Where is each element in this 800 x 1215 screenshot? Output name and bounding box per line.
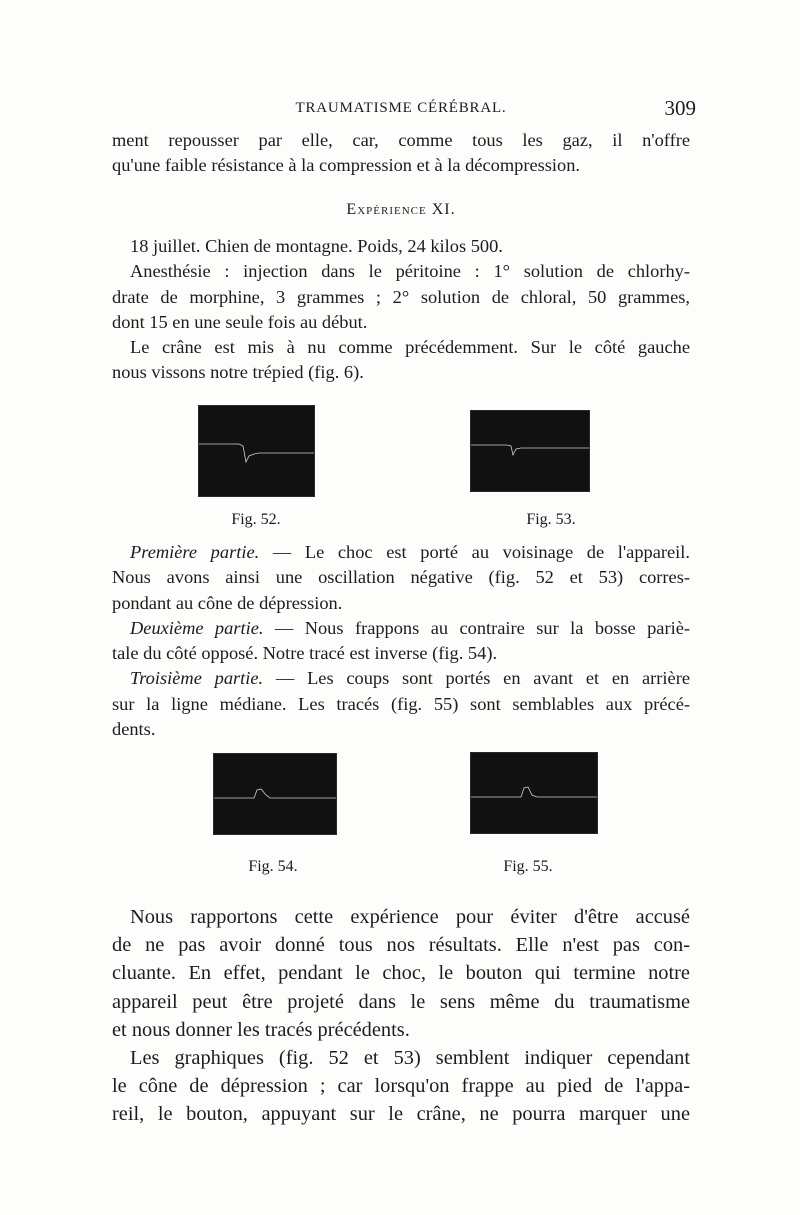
closing-paragraph — [112, 903, 690, 1129]
running-head — [112, 96, 696, 122]
trace-54 — [214, 754, 336, 834]
figure-52-caption: Fig. 52. — [231, 511, 281, 528]
text-line: dents. — [112, 719, 156, 740]
part-one-label: Première partie. — [130, 542, 260, 562]
section-heading: Expérience XI. — [346, 201, 456, 218]
text-line: cluante. En effet, pendant le choc, le bouton qui termine notre — [112, 962, 690, 985]
figure-53-trace — [470, 410, 590, 492]
part-two-label: Deuxième partie. — [130, 617, 264, 638]
text-line: Deuxième partie. — Nous frappons au contraire sur la bosse pariè- — [130, 617, 690, 638]
paragraph-continuation — [112, 128, 690, 179]
figure-55-trace — [470, 752, 598, 834]
figure-54-caption: Fig. 54. — [248, 858, 298, 875]
figure-52-trace — [198, 405, 315, 497]
figure-55-caption: Fig. 55. — [503, 858, 553, 875]
text-line: Troisième partie. — Les coups sont portés en avant et en arrière — [130, 668, 690, 689]
text-line: reil, le bouton, appuyant sur le crâne, ne pourra marquer une — [112, 1103, 690, 1126]
figure-54-trace — [213, 753, 337, 835]
text-line: Le crâne est mis à nu comme précédemment. Sur le côté gauche — [130, 337, 690, 358]
text-line: sur la ligne médiane. Les tracés (fig. 55) sont semblables aux précé- — [112, 693, 690, 714]
text-line: qu'une faible résistance à la compression et à la décompression. — [112, 155, 581, 176]
trace-55 — [471, 753, 597, 833]
text-line: nous vissons notre trépied (fig. 6). — [112, 362, 364, 383]
text-line: 18 juillet. Chien de montagne. Poids, 24 kilos 500. — [130, 236, 503, 256]
text-line: et nous donner les tracés précédents. — [112, 1018, 410, 1041]
page-number: 309 — [664, 96, 696, 120]
running-title: TRAUMATISME CÉRÉBRAL. — [295, 100, 507, 116]
text-line: drate de morphine, 3 grammes ; 2° solution de chloral, 50 grammes, — [112, 286, 690, 307]
figure-53-caption: Fig. 53. — [526, 511, 576, 528]
text-line: appareil peut être projeté dans le sens même du traumatisme — [112, 990, 690, 1013]
text-line: pondant au cône de dépression. — [112, 592, 343, 613]
parts-paragraph — [112, 540, 690, 742]
text-line: tale du côté opposé. Notre tracé est inverse (fig. 54). — [112, 643, 498, 664]
trace-53 — [471, 411, 589, 491]
text-line: de ne pas avoir donné tous nos résultats. Elle n'est pas con- — [112, 934, 690, 957]
part-three-label: Troisième partie. — [130, 668, 264, 689]
text-line: le cône de dépression ; car lorsqu'on frappe au pied de l'appa- — [112, 1075, 690, 1098]
trace-52 — [199, 406, 314, 496]
text-line: dont 15 en une seule fois au début. — [112, 311, 368, 332]
text-line: Nous avons ainsi une oscillation négative (fig. 52 et 53) corres- — [112, 567, 690, 588]
text-line: ment repousser par elle, car, comme tous les gaz, il n'offre — [112, 130, 690, 150]
text-line: Nous rapportons cette expérience pour éviter d'être accusé — [130, 906, 690, 928]
text-line: Anesthésie : injection dans le péritoine : 1° solution de chlorhy- — [130, 261, 690, 282]
text-line: Première partie. — Le choc est porté au voisinage de l'appareil. — [130, 542, 690, 562]
experiment-paragraph — [112, 234, 690, 386]
text-line: Les graphiques (fig. 52 et 53) semblent indiquer cependant — [130, 1046, 690, 1069]
